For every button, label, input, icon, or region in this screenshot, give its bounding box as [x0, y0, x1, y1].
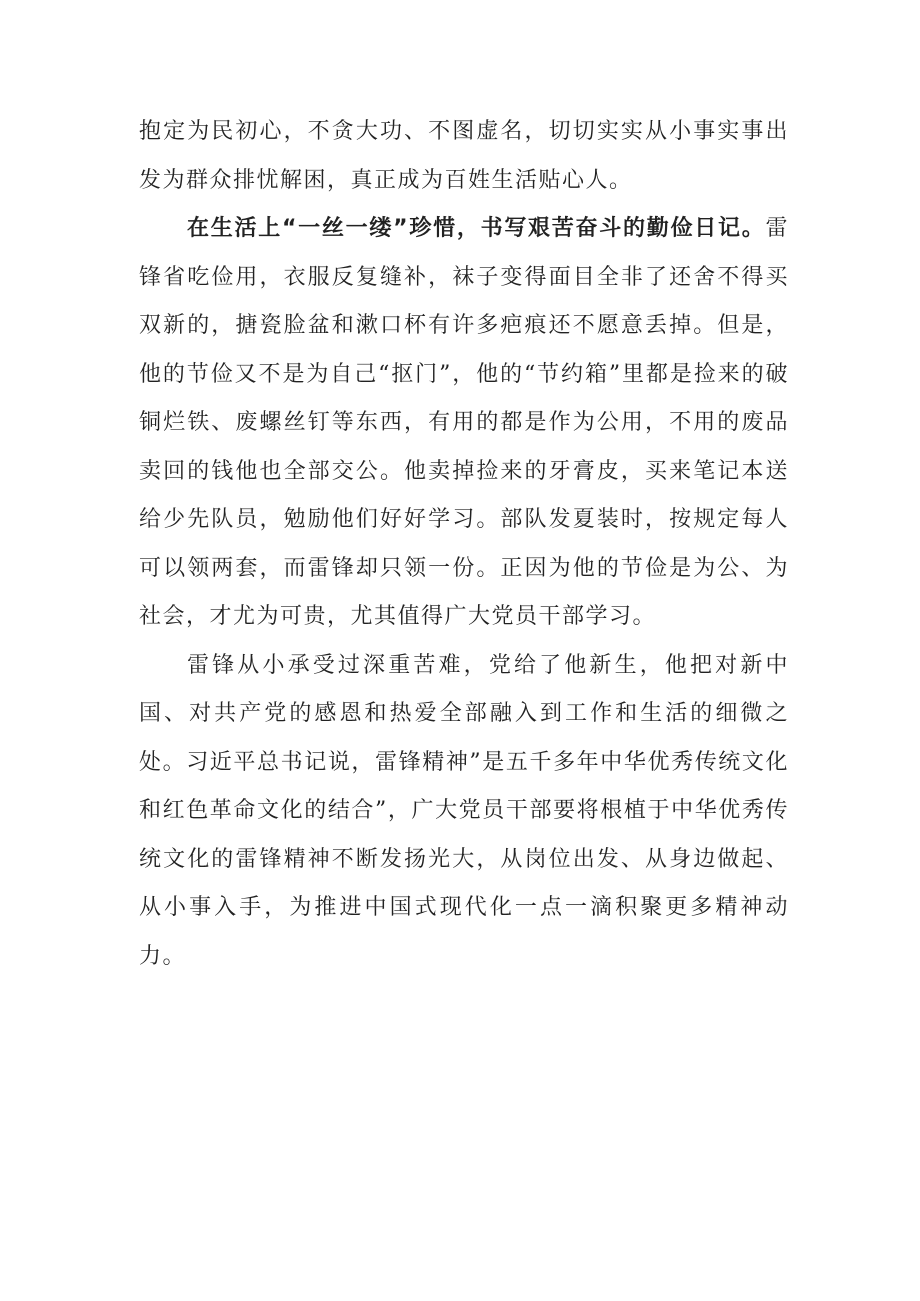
paragraph-text: 雷锋省吃俭用，衣服反复缝补，袜子变得面目全非了还舍不得买双新的，搪瓷脸盆和漱口杯有许多疤痕还不愿意丢掉。但是，他的节俭又不是为自己“抠门”，他的“节约箱”里都是捡来的破铜烂铁、废螺丝钉等东西，有用的都是作为公用，不用的废品卖回的钱他也全部交公。他卖掉捡来的牙膏皮，买来笔记本送给少先队员，勉励他们好好学习。部队发夏装时，按规定每人可以领两套，而雷锋却只领一份。正因为他的节俭是为公、为社会，才尤为可贵，尤其值得广大党员干部学习。: [139, 216, 789, 629]
paragraph-continuation: [139, 108, 789, 205]
document-page: [139, 108, 789, 981]
paragraph-text: 雷锋从小承受过深重苦难，党给了他新生，他把对新中国、对共产党的感恩和热爱全部融入到工作和生活的细微之处。习近平总书记说，雷锋精神”是五千多年中华优秀传统文化和红色革命文化的结合”，广大党员干部要将根植于中华优秀传统文化的雷锋精神不断发扬光大，从岗位出发、从身边做起、从小事入手，为推进中国式现代化一点一滴积聚更多精神动力。: [139, 652, 789, 969]
paragraph-conclusion: [139, 642, 789, 982]
paragraph-text: 抱定为民初心，不贪大功、不图虚名，切切实实从小事实事出发为群众排忧解困，真正成为百姓生活贴心人。: [139, 119, 789, 193]
paragraph-frugality: [139, 205, 789, 642]
paragraph-heading: 在生活上“一丝一缕”珍惜，书写艰苦奋斗的勤俭日记。: [187, 216, 766, 241]
